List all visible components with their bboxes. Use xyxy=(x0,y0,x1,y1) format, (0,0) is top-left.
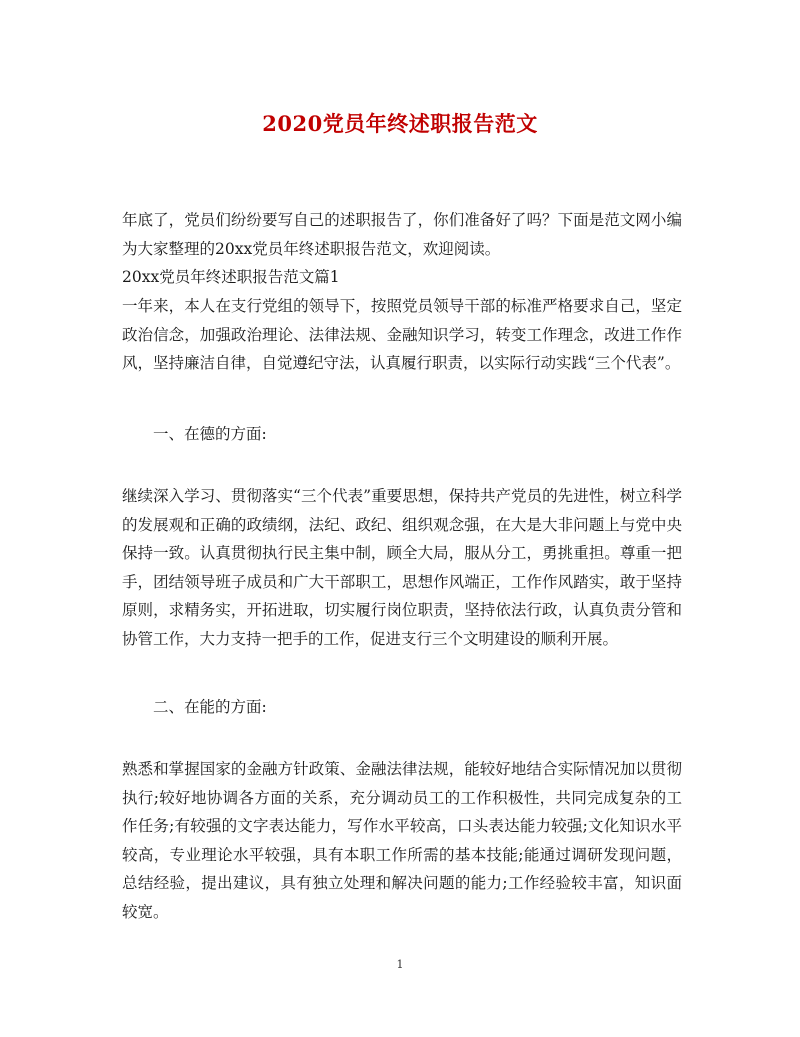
section-title: 20xx党员年终述职报告范文篇1 xyxy=(122,268,340,286)
intro-paragraph: 年底了，党员们纷纷要写自己的述职报告了，你们准备好了吗？下面是范文网小编为大家整理的20xx党员年终述职报告范文，欢迎阅读。 xyxy=(122,211,682,258)
page-number: 1 xyxy=(396,958,404,971)
document-title: 2020党员年终述职报告范文 xyxy=(262,111,538,136)
ability-paragraph: 熟悉和掌握国家的金融方针政策、金融法律法规，能较好地结合实际情况加以贯彻执行;较好地协调各方面的关系，充分调动员工的工作积极性，共同完成复杂的工作任务;有较强的文字表达能力，写作水平较高，口头表达能力较强;文化知识水平较高，专业理论水平较强，具有本职工作所需的基本技能;能通过调研发现问题，总结经验，提出建议，具有独立处理和解决问题的能力;工作经验较丰富，知识面较宽。 xyxy=(122,760,682,921)
opening-paragraph: 一年来，本人在支行党组的领导下，按照党员领导干部的标准严格要求自己，坚定政治信念，加强政治理论、法律法规、金融知识学习，转变工作理念，改进工作作风，坚持廉洁自律，自觉遵纪守法，认真履行职责，以实际行动实践“三个代表”。 xyxy=(122,297,682,372)
heading-ability: 二、在能的方面: xyxy=(153,698,267,716)
virtue-paragraph: 继续深入学习、贯彻落实“三个代表”重要思想，保持共产党员的先进性，树立科学的发展观和正确的政绩纲，法纪、政纪、组织观念强，在大是大非问题上与党中央保持一致。认真贯彻执行民主集中制，顾全大局，服从分工，勇挑重担。尊重一把手，团结领导班子成员和广大干部职工，思想作风端正，工作作风踏实，敢于坚持原则，求精务实，开拓进取，切实履行岗位职责，坚持依法行政，认真负责分管和协管工作，大力支持一把手的工作，促进支行三个文明建设的顺利开展。 xyxy=(122,487,682,648)
heading-virtue: 一、在德的方面: xyxy=(153,425,267,443)
